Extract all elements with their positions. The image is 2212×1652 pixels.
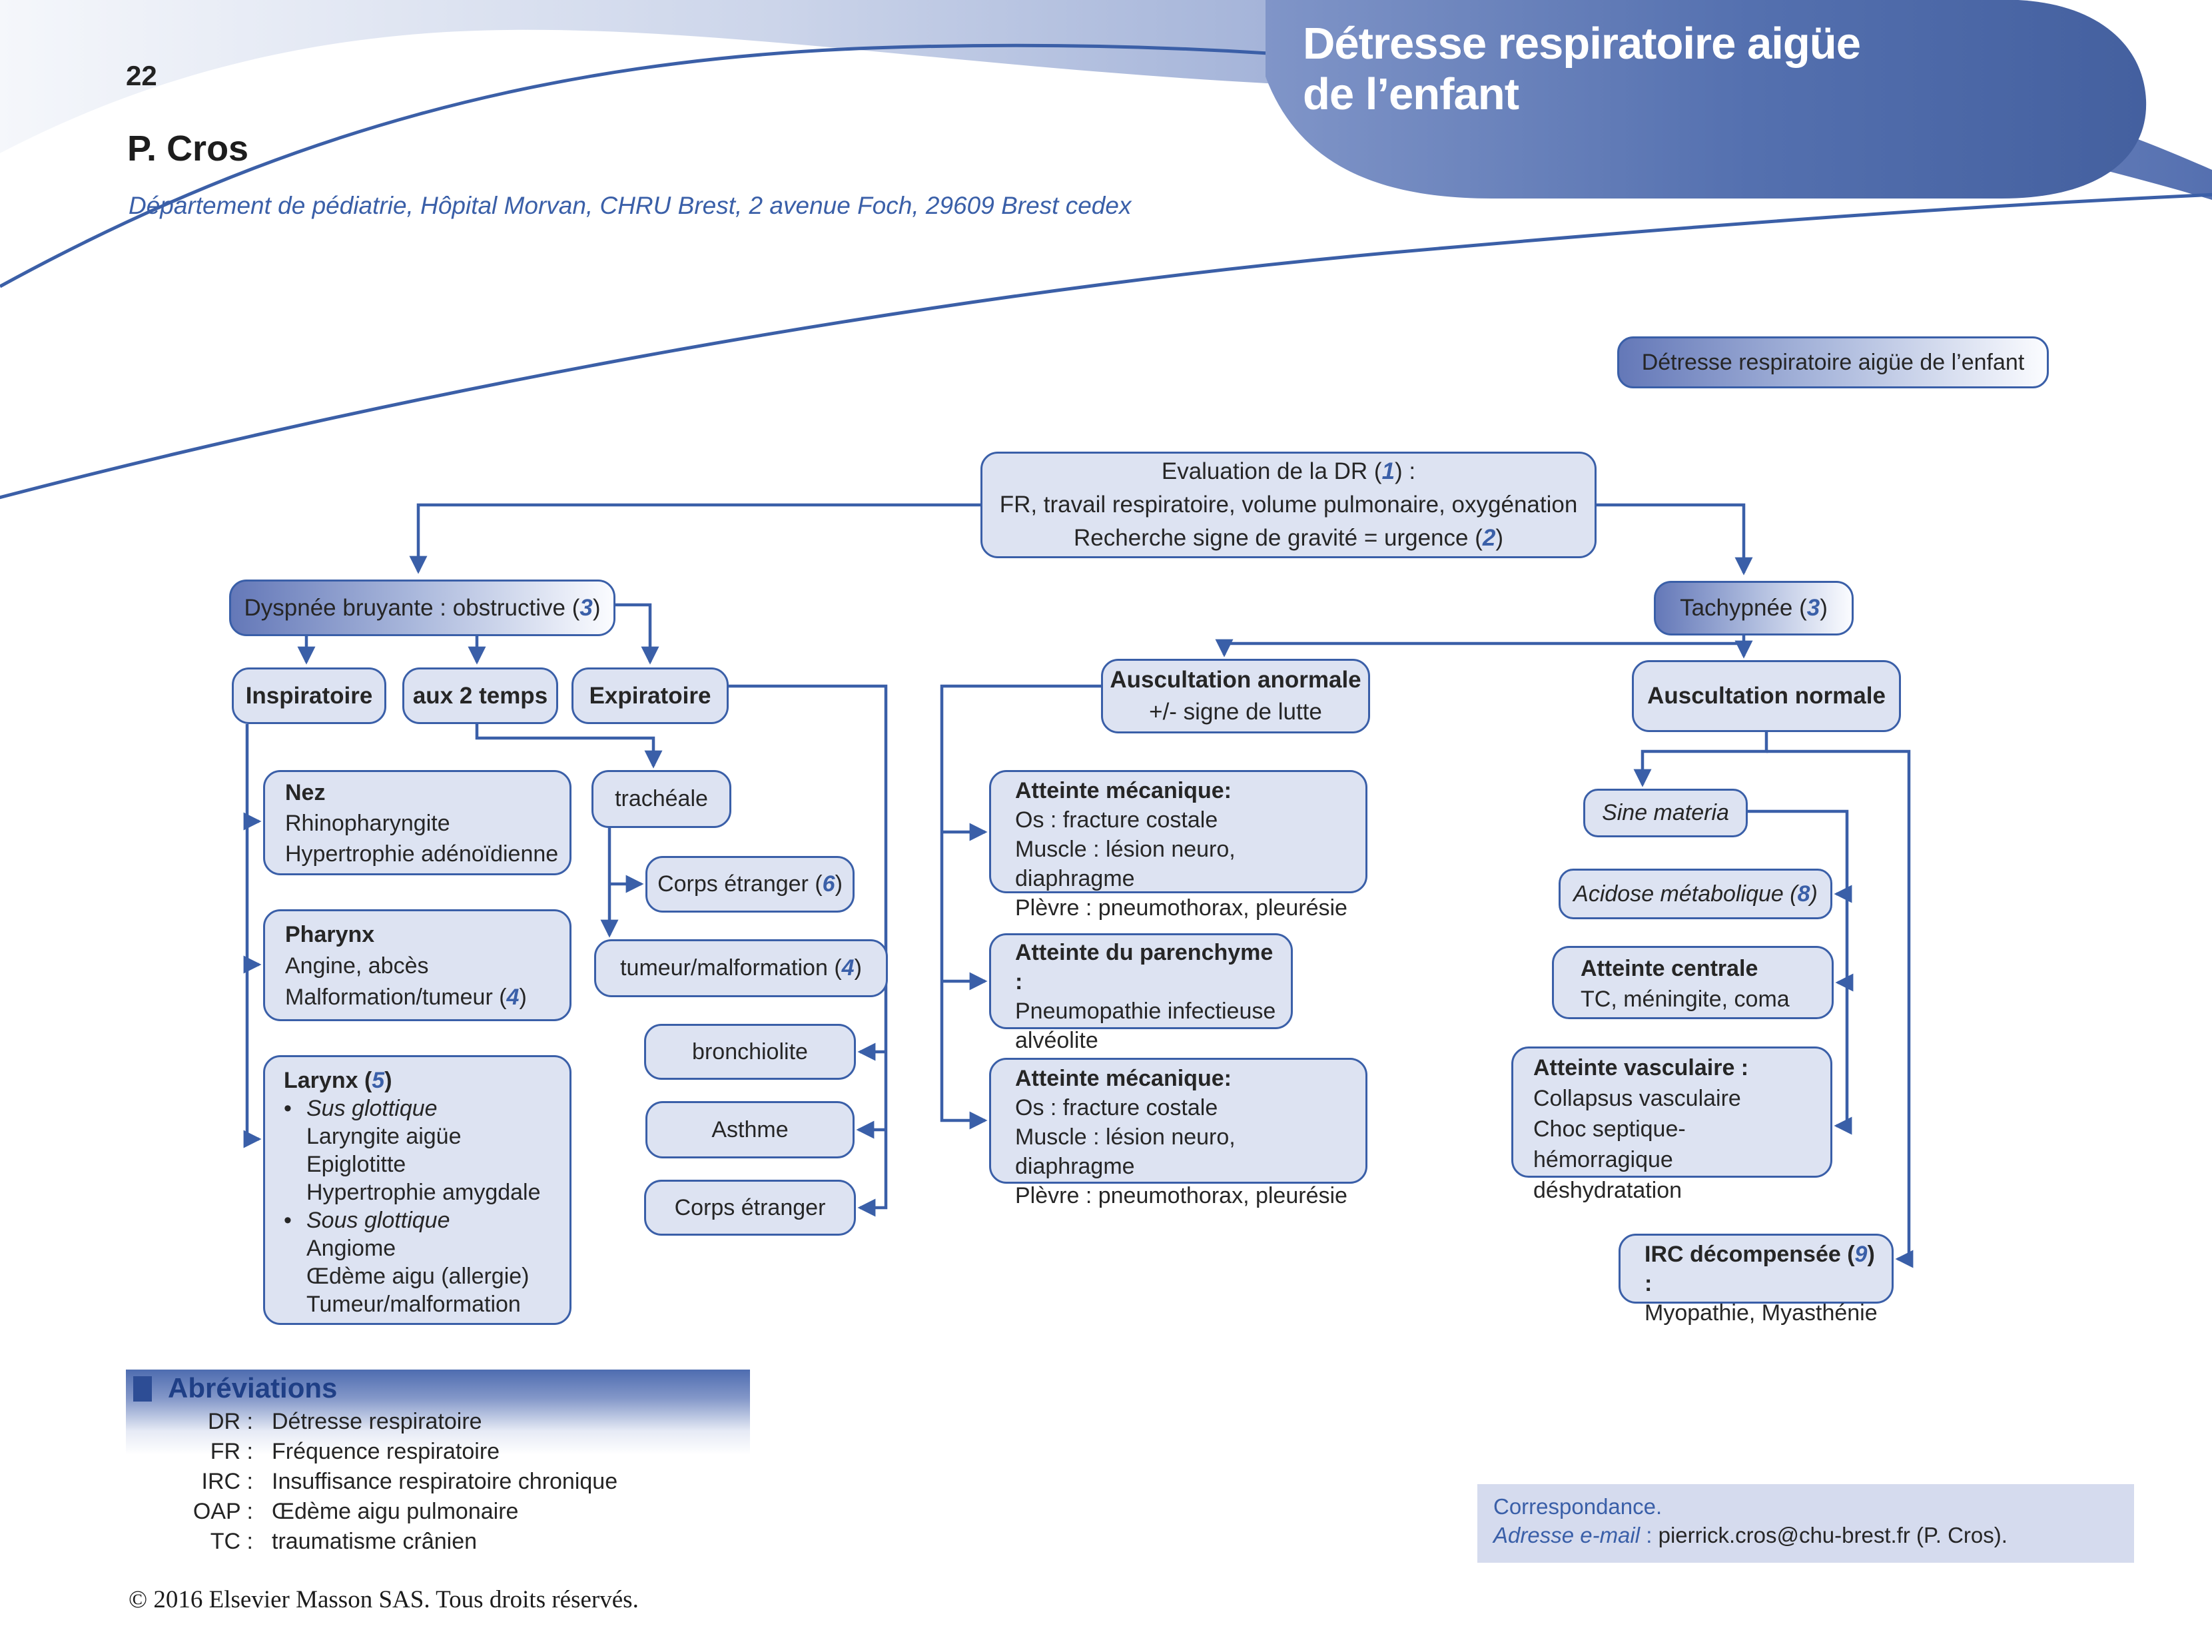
correspondence-label: Correspondance. bbox=[1493, 1494, 1662, 1519]
larynx-bullet-sous: • Sous glottique bbox=[284, 1208, 450, 1233]
abbreviation-row: TC : traumatisme crânien bbox=[210, 1529, 478, 1554]
node-nez: Nez Rhinopharyngite Hypertrophie adénoïdienne bbox=[263, 770, 571, 875]
node-inspiratoire: Inspiratoire bbox=[232, 667, 386, 724]
node-irc-decompensee: IRC décompensée (9) : Myopathie, Myasthénie bbox=[1619, 1234, 1894, 1304]
node-auscultation-normale: Auscultation normale bbox=[1632, 660, 1901, 732]
node-atteinte-mecanique-1: Atteinte mécanique: Os : fracture costale Muscle : lésion neuro, diaphragme Plèvre : pneumothorax, pleurésie bbox=[989, 770, 1367, 893]
node-dyspnee-bruyante: Dyspnée bruyante : obstructive (3) bbox=[229, 580, 615, 636]
node-aux-2-temps: aux 2 temps bbox=[402, 667, 558, 724]
evaluation-line3: Recherche signe de gravité = urgence (2) bbox=[1074, 525, 1503, 551]
abbreviation-row: FR : Fréquence respiratoire bbox=[210, 1439, 500, 1464]
abbreviation-row: DR : Détresse respiratoire bbox=[208, 1409, 482, 1434]
node-tachypnee: Tachypnée (3) bbox=[1654, 581, 1854, 635]
node-auscultation-anormale: Auscultation anormale +/- signe de lutte bbox=[1101, 659, 1370, 733]
node-corps-etranger-6: Corps étranger (6) bbox=[645, 856, 855, 913]
node-atteinte-parenchyme: Atteinte du parenchyme : Pneumopathie infectieuse alvéolite bbox=[989, 933, 1293, 1029]
node-pharynx: Pharynx Angine, abcès Malformation/tumeur (4) bbox=[263, 909, 571, 1021]
evaluation-line2: FR, travail respiratoire, volume pulmonaire, oxygénation bbox=[999, 492, 1578, 518]
node-tumeur-malformation: tumeur/malformation (4) bbox=[594, 939, 888, 997]
node-expiratoire: Expiratoire bbox=[571, 667, 729, 724]
abbreviations-list bbox=[153, 1407, 617, 1557]
node-tracheale: trachéale bbox=[591, 770, 731, 828]
node-evaluation bbox=[980, 452, 1597, 558]
page-title-line1: Détresse respiratoire aigüe bbox=[1303, 19, 1860, 69]
abbreviations-square-icon bbox=[133, 1376, 152, 1402]
page-number: 22 bbox=[126, 60, 157, 91]
node-topic-label bbox=[1617, 336, 2049, 388]
abbreviation-row: OAP : Œdème aigu pulmonaire bbox=[192, 1499, 519, 1524]
node-sine-materia: Sine materia bbox=[1583, 789, 1748, 837]
node-larynx: Larynx (5) • Sus glottique Laryngite aigüe Epiglotitte Hypertrophie amygdale • Sous glottique Angiome Œdème aigu (allergie) Tumeur/malformation bbox=[263, 1055, 571, 1325]
node-atteinte-mecanique-2: Atteinte mécanique: Os : fracture costale Muscle : lésion neuro, diaphragme Plèvre : pneumothorax, pleurésie bbox=[989, 1058, 1367, 1184]
author-affiliation: Département de pédiatrie, Hôpital Morvan, CHRU Brest, 2 avenue Foch, 29609 Brest cedex bbox=[129, 192, 1132, 219]
node-asthme: Asthme bbox=[645, 1101, 855, 1158]
topic-label-text: Détresse respiratoire aigüe de l’enfant bbox=[1641, 349, 2025, 375]
node-corps-etranger: Corps étranger bbox=[644, 1180, 856, 1236]
page-title-line2: de l’enfant bbox=[1303, 69, 1519, 119]
node-bronchiolite: bronchiolite bbox=[644, 1024, 856, 1080]
abbreviations-title: Abréviations bbox=[168, 1372, 338, 1404]
node-atteinte-vasculaire: Atteinte vasculaire : Collapsus vasculaire Choc septique-hémorragique déshydratation bbox=[1511, 1046, 1832, 1178]
author-name: P. Cros bbox=[127, 129, 249, 169]
node-atteinte-centrale: Atteinte centrale TC, méningite, coma bbox=[1552, 946, 1834, 1019]
abbreviation-row: IRC : Insuffisance respiratoire chronique bbox=[201, 1469, 618, 1494]
copyright-line: © 2016 Elsevier Masson SAS. Tous droits réservés. bbox=[129, 1586, 639, 1613]
correspondence-box bbox=[1477, 1484, 2134, 1563]
node-acidose-metabolique: Acidose métabolique (8) bbox=[1559, 869, 1832, 919]
correspondence-email: Adresse e-mail : pierrick.cros@chu-brest.fr (P. Cros). bbox=[1493, 1523, 2008, 1547]
larynx-bullet-sus: • Sus glottique bbox=[284, 1096, 438, 1121]
evaluation-line1: Evaluation de la DR (1) : bbox=[1161, 458, 1416, 484]
